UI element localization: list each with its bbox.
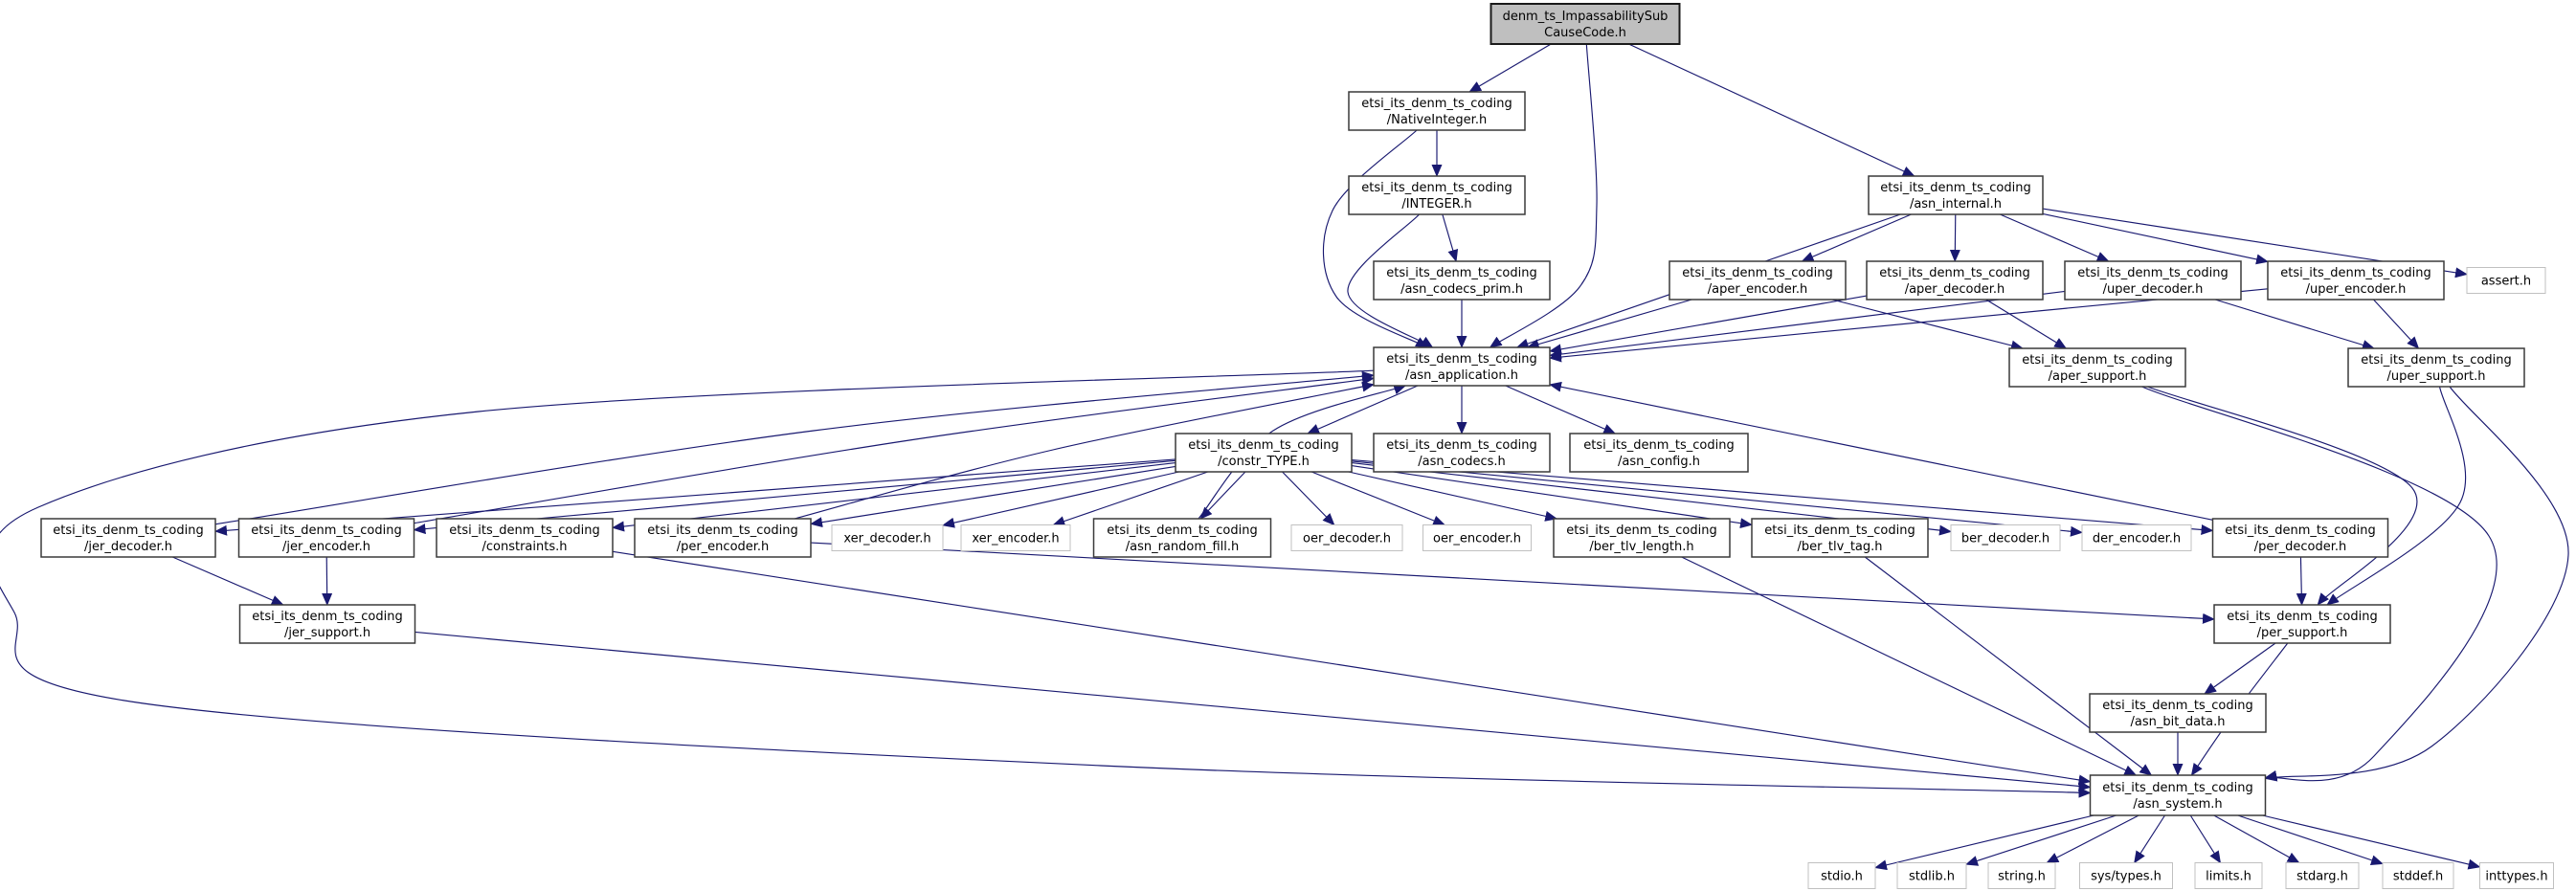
node-uper-encoder[interactable] bbox=[2268, 261, 2444, 300]
node-sys-types-h bbox=[2080, 863, 2173, 889]
node-constr-type[interactable] bbox=[1176, 434, 1352, 472]
node-xer-decoder bbox=[832, 525, 943, 551]
node-constraints[interactable] bbox=[437, 519, 613, 557]
node-asn-codecs-prim[interactable] bbox=[1374, 261, 1550, 300]
node-label: assert.h bbox=[2480, 274, 2532, 289]
node-label: limits.h bbox=[2206, 869, 2251, 884]
node-oer-decoder bbox=[1291, 525, 1402, 551]
node-label: oer_decoder.h bbox=[1303, 531, 1391, 546]
edge-uper-encoder-to-uper-support bbox=[2373, 300, 2418, 348]
node-inttypes-h bbox=[2480, 863, 2554, 889]
edge-uper-support-to-per-support bbox=[2327, 387, 2466, 605]
node-per-support[interactable] bbox=[2214, 605, 2390, 643]
node-label: etsi_its_denm_ts_coding /asn_random_fill.h bbox=[1107, 523, 1258, 554]
node-label: etsi_its_denm_ts_coding /ber_tlv_tag.h bbox=[1764, 523, 1915, 554]
node-asn-codecs[interactable] bbox=[1374, 434, 1550, 472]
node-label: etsi_its_denm_ts_coding /constr_TYPE.h bbox=[1188, 438, 1339, 469]
edge-asn-internal-to-aper-decoder bbox=[1955, 214, 1956, 261]
edge-uper-decoder-to-uper-support bbox=[2215, 300, 2374, 348]
node-limits-h bbox=[2195, 863, 2262, 889]
node-native-integer[interactable] bbox=[1349, 92, 1525, 130]
node-label: der_encoder.h bbox=[2092, 531, 2182, 546]
node-uper-support[interactable] bbox=[2348, 348, 2524, 387]
node-uper-decoder[interactable] bbox=[2065, 261, 2241, 300]
edge-asn-system-to-stddef-h bbox=[2238, 815, 2383, 864]
edge-constr-type-to-asn-random-fill bbox=[1200, 472, 1245, 519]
edge-jer-encoder-to-jer-support bbox=[326, 557, 327, 605]
node-stddef-h bbox=[2383, 863, 2453, 889]
node-label: stdio.h bbox=[1821, 869, 1863, 884]
node-aper-encoder[interactable] bbox=[1669, 261, 1846, 300]
edge-jer-support-to-asn-system bbox=[415, 632, 2091, 787]
node-label: sys/types.h bbox=[2091, 869, 2162, 884]
node-label: etsi_its_denm_ts_coding /jer_support.h bbox=[252, 610, 403, 640]
edge-asn-internal-to-uper-encoder bbox=[2043, 213, 2268, 261]
node-asn-application[interactable] bbox=[1374, 347, 1550, 386]
node-label: etsi_its_denm_ts_coding /per_support.h bbox=[2227, 610, 2378, 640]
edge-constr-type-to-ber-tlv-length bbox=[1349, 472, 1557, 519]
edge-asn-application-to-asn-config bbox=[1506, 386, 1615, 434]
edge-constr-type-to-xer-encoder bbox=[1053, 472, 1208, 525]
node-label: stdlib.h bbox=[1909, 869, 1955, 884]
node-xer-encoder bbox=[961, 525, 1070, 551]
node-label: etsi_its_denm_ts_coding /asn_system.h bbox=[2102, 781, 2253, 812]
node-label: etsi_its_denm_ts_coding /asn_codecs_prim.h bbox=[1386, 266, 1537, 297]
node-label: oer_encoder.h bbox=[1433, 531, 1521, 546]
edge-uper-support-to-asn-system bbox=[2266, 387, 2569, 778]
edge-asn-system-to-stdio-h bbox=[1875, 815, 2094, 868]
node-label: inttypes.h bbox=[2485, 869, 2548, 884]
node-asn-random-fill[interactable] bbox=[1094, 519, 1271, 557]
edge-aper-support-to-per-support bbox=[2147, 387, 2417, 605]
node-label: etsi_its_denm_ts_coding /uper_decoder.h bbox=[2077, 266, 2229, 297]
node-integer[interactable] bbox=[1349, 176, 1525, 214]
edge-aper-encoder-to-aper-support bbox=[1832, 300, 2023, 348]
node-label: etsi_its_denm_ts_coding /NativeInteger.h bbox=[1361, 97, 1512, 127]
edge-asn-system-to-stdarg-h bbox=[2214, 815, 2299, 863]
node-label: xer_decoder.h bbox=[843, 531, 931, 546]
node-oer-encoder bbox=[1423, 525, 1532, 551]
node-label: denm_ts_ImpassabilitySub CauseCode.h bbox=[1502, 10, 1669, 40]
node-label: etsi_its_denm_ts_coding /asn_codecs.h bbox=[1386, 438, 1537, 469]
edge-constr-type-to-oer-encoder bbox=[1311, 472, 1445, 525]
node-per-decoder[interactable] bbox=[2213, 519, 2388, 557]
edge-asn-system-to-stdlib-h bbox=[1966, 815, 2117, 864]
node-label: etsi_its_denm_ts_coding /ber_tlv_length.h bbox=[1566, 523, 1717, 554]
node-label: etsi_its_denm_ts_coding /asn_config.h bbox=[1583, 438, 1735, 469]
node-label: etsi_its_denm_ts_coding /asn_internal.h bbox=[1880, 181, 2031, 212]
node-label: ber_decoder.h bbox=[1960, 531, 2050, 546]
node-string-h bbox=[1988, 863, 2055, 889]
node-jer-support[interactable] bbox=[240, 605, 415, 643]
node-label: etsi_its_denm_ts_coding /per_encoder.h bbox=[647, 523, 798, 554]
node-label: etsi_its_denm_ts_coding /aper_support.h bbox=[2022, 353, 2173, 384]
node-label: xer_encoder.h bbox=[972, 531, 1060, 546]
node-label: stdarg.h bbox=[2296, 869, 2348, 884]
edge-constraints-to-asn-system bbox=[613, 551, 2091, 781]
node-asn-system[interactable] bbox=[2091, 775, 2266, 815]
node-aper-decoder[interactable] bbox=[1867, 261, 2043, 300]
edge-constr-type-to-xer-decoder bbox=[943, 472, 1179, 525]
node-assert-h bbox=[2467, 268, 2545, 294]
edge-impassability-to-asn-internal bbox=[1628, 44, 1914, 176]
node-jer-decoder[interactable] bbox=[41, 519, 215, 557]
node-stdlib-h bbox=[1897, 863, 1966, 889]
edge-asn-application-to-asn-system bbox=[0, 370, 2090, 792]
edge-per-decoder-to-per-support bbox=[2300, 557, 2301, 605]
node-label: etsi_its_denm_ts_coding /constraints.h bbox=[449, 523, 600, 554]
edge-integer-to-asn-codecs-prim bbox=[1443, 214, 1456, 261]
edge-per-encoder-to-per-support bbox=[811, 543, 2214, 619]
edge-asn-system-to-limits-h bbox=[2190, 815, 2220, 863]
node-label: etsi_its_denm_ts_coding /jer_encoder.h bbox=[251, 523, 402, 554]
node-asn-internal[interactable] bbox=[1869, 176, 2043, 214]
edge-impassability-to-native-integer bbox=[1469, 44, 1551, 92]
node-stdarg-h bbox=[2286, 863, 2359, 889]
node-asn-config[interactable] bbox=[1570, 434, 1748, 472]
edge-per-support-to-asn-bit-data bbox=[2205, 643, 2275, 694]
edge-constr-type-to-ber-tlv-tag bbox=[1352, 466, 1752, 525]
node-ber-tlv-length[interactable] bbox=[1554, 519, 1730, 557]
node-ber-tlv-tag[interactable] bbox=[1752, 519, 1928, 557]
node-label: string.h bbox=[1998, 869, 2046, 884]
edge-uper-decoder-to-asn-application bbox=[1550, 291, 2065, 355]
edge-constr-type-to-per-encoder bbox=[811, 466, 1176, 523]
node-label: etsi_its_denm_ts_coding /INTEGER.h bbox=[1361, 181, 1512, 212]
edge-jer-decoder-to-jer-support bbox=[172, 557, 283, 605]
edge-asn-internal-to-aper-encoder bbox=[1803, 214, 1912, 261]
node-jer-encoder[interactable] bbox=[239, 519, 414, 557]
node-label: etsi_its_denm_ts_coding /uper_support.h bbox=[2361, 353, 2512, 384]
node-ber-decoder bbox=[1951, 525, 2060, 551]
node-label: etsi_its_denm_ts_coding /asn_bit_data.h bbox=[2102, 699, 2253, 729]
node-per-encoder[interactable] bbox=[635, 519, 811, 557]
edge-aper-decoder-to-aper-support bbox=[1986, 300, 2067, 348]
node-label: etsi_its_denm_ts_coding /aper_decoder.h bbox=[1879, 266, 2030, 297]
node-label: etsi_its_denm_ts_coding /aper_encoder.h bbox=[1682, 266, 1833, 297]
edge-asn-system-to-inttypes-h bbox=[2263, 815, 2480, 867]
edge-constr-type-to-oer-decoder bbox=[1283, 472, 1334, 525]
node-der-encoder bbox=[2082, 525, 2191, 551]
node-label: etsi_its_denm_ts_coding /asn_application.h bbox=[1386, 352, 1537, 383]
node-label: etsi_its_denm_ts_coding /per_decoder.h bbox=[2225, 523, 2376, 554]
node-stdio-h bbox=[1808, 863, 1875, 889]
node-label: etsi_its_denm_ts_coding /uper_encoder.h bbox=[2280, 266, 2431, 297]
edge-asn-internal-to-uper-decoder bbox=[2000, 214, 2108, 261]
node-label: stddef.h bbox=[2392, 869, 2444, 884]
edge-native-integer-to-asn-application bbox=[1323, 130, 1427, 347]
node-aper-support[interactable] bbox=[2009, 348, 2185, 387]
node-asn-bit-data[interactable] bbox=[2090, 694, 2266, 732]
node-label: etsi_its_denm_ts_coding /jer_decoder.h bbox=[53, 523, 204, 554]
edge-asn-system-to-sys-types-h bbox=[2135, 815, 2165, 863]
node-impassability bbox=[1491, 4, 1680, 44]
edge-asn-application-to-constr-type bbox=[1308, 386, 1418, 434]
